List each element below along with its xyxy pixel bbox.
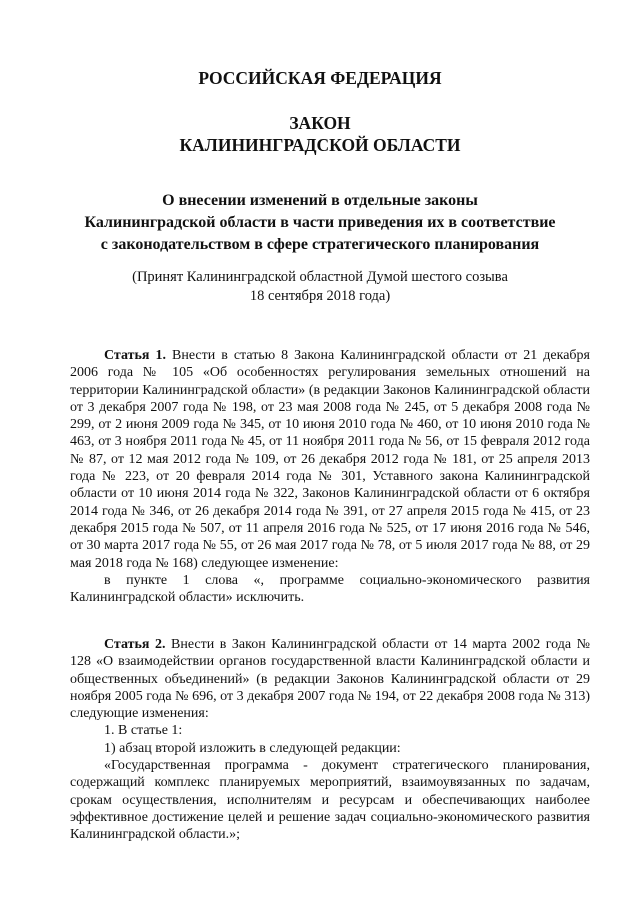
adoption-note-line2: 18 сентября 2018 года) xyxy=(249,288,391,304)
article-2-paragraph-3: 1) абзац второй изложить в следующей редакции: xyxy=(104,740,401,756)
article-1-paragraph-1 xyxy=(70,347,590,572)
law-title xyxy=(0,190,640,256)
law-title-line3: с законодательством в сфере стратегического планирования xyxy=(100,236,540,253)
article-1 xyxy=(70,347,590,606)
law-heading xyxy=(0,112,640,156)
article-1-paragraph-2: в пункте 1 слова «, программе социально-экономического развития Калининградской области» исключить. xyxy=(70,572,590,606)
country-heading: РОССИЙСКАЯ ФЕДЕРАЦИЯ xyxy=(198,68,442,88)
article-2-paragraph-2: 1. В статье 1: xyxy=(104,723,183,739)
law-heading-line2: КАЛИНИНГРАДСКОЙ ОБЛАСТИ xyxy=(179,135,461,155)
law-title-line1: О внесении изменений в отдельные законы xyxy=(162,192,478,209)
law-heading-line1: ЗАКОН xyxy=(289,113,351,133)
adoption-note-line1: (Принят Калининградской областной Думой шестого созыва xyxy=(132,269,508,285)
article-2-paragraph-1 xyxy=(70,636,590,722)
article-2-text: Внести в Закон Калининградской области от 14 марта 2002 года № 128 «О взаимодействии органов государственной власти Калининградской области и общественных объединений» (в редакции Законов Калининградской области от 29 ноября 2005 года № 696, от 3 декабря 2007 года № 194, от 22 декабря 2008 года № 313) следующие изменения: xyxy=(70,637,591,722)
article-1-label: Статья 1. xyxy=(104,348,166,363)
article-2-label: Статья 2. xyxy=(104,637,166,652)
adoption-note xyxy=(0,268,640,306)
article-2 xyxy=(70,636,590,844)
article-2-paragraph-4: «Государственная программа - документ стратегического планирования, содержащий комплекс планируемых мероприятий, взаимоувязанных по задачам, срокам осуществления, исполнителям и ресурсам и обеспечивающих наиболее эффективное достижение целей и решение задач социально-экономического развития Калининградской области.»; xyxy=(70,758,590,843)
article-1-text: Внести в статью 8 Закона Калининградской области от 21 декабря 2006 года № 105 «Об особенностях регулирования земельных отношений на территории Калининградской области» (в редакции Законов Калининградской области от 3 декабря 2007 года № 198, от 23 мая 2008 года № 245, от 5 декабря 2008 года № 299, от 2 июня 2009 года № 345, от 10 июня 2010 года № 460, от 10 июня 2010 года № 463, от 3 ноября 2011 года № 45, от 11 ноября 2011 года № 56, от 15 февраля 2012 года № 87, от 12 мая 2012 года № 109, от 26 декабря 2012 года № 181, от 25 апреля 2013 года № 223, от 20 февраля 2014 года № 301, Уставного закона Калининградской области от 10 июня 2014 года № 322, Законов Калининградской области от 6 октября 2014 года № 346, от 26 декабря 2014 года № 391, от 27 апреля 2015 года № 415, от 23 декабря 2015 года № 507, от 11 апреля 2016 года № 525, от 17 июня 2016 года № 546, от 30 марта 2017 года № 55, от 26 мая 2017 года № 78, от 5 июля 2017 года № 88, от 29 мая 2018 года № 168) следующее изменение: xyxy=(70,348,590,571)
law-title-line2: Калининградской области в части приведения их в соответствие xyxy=(84,214,556,231)
